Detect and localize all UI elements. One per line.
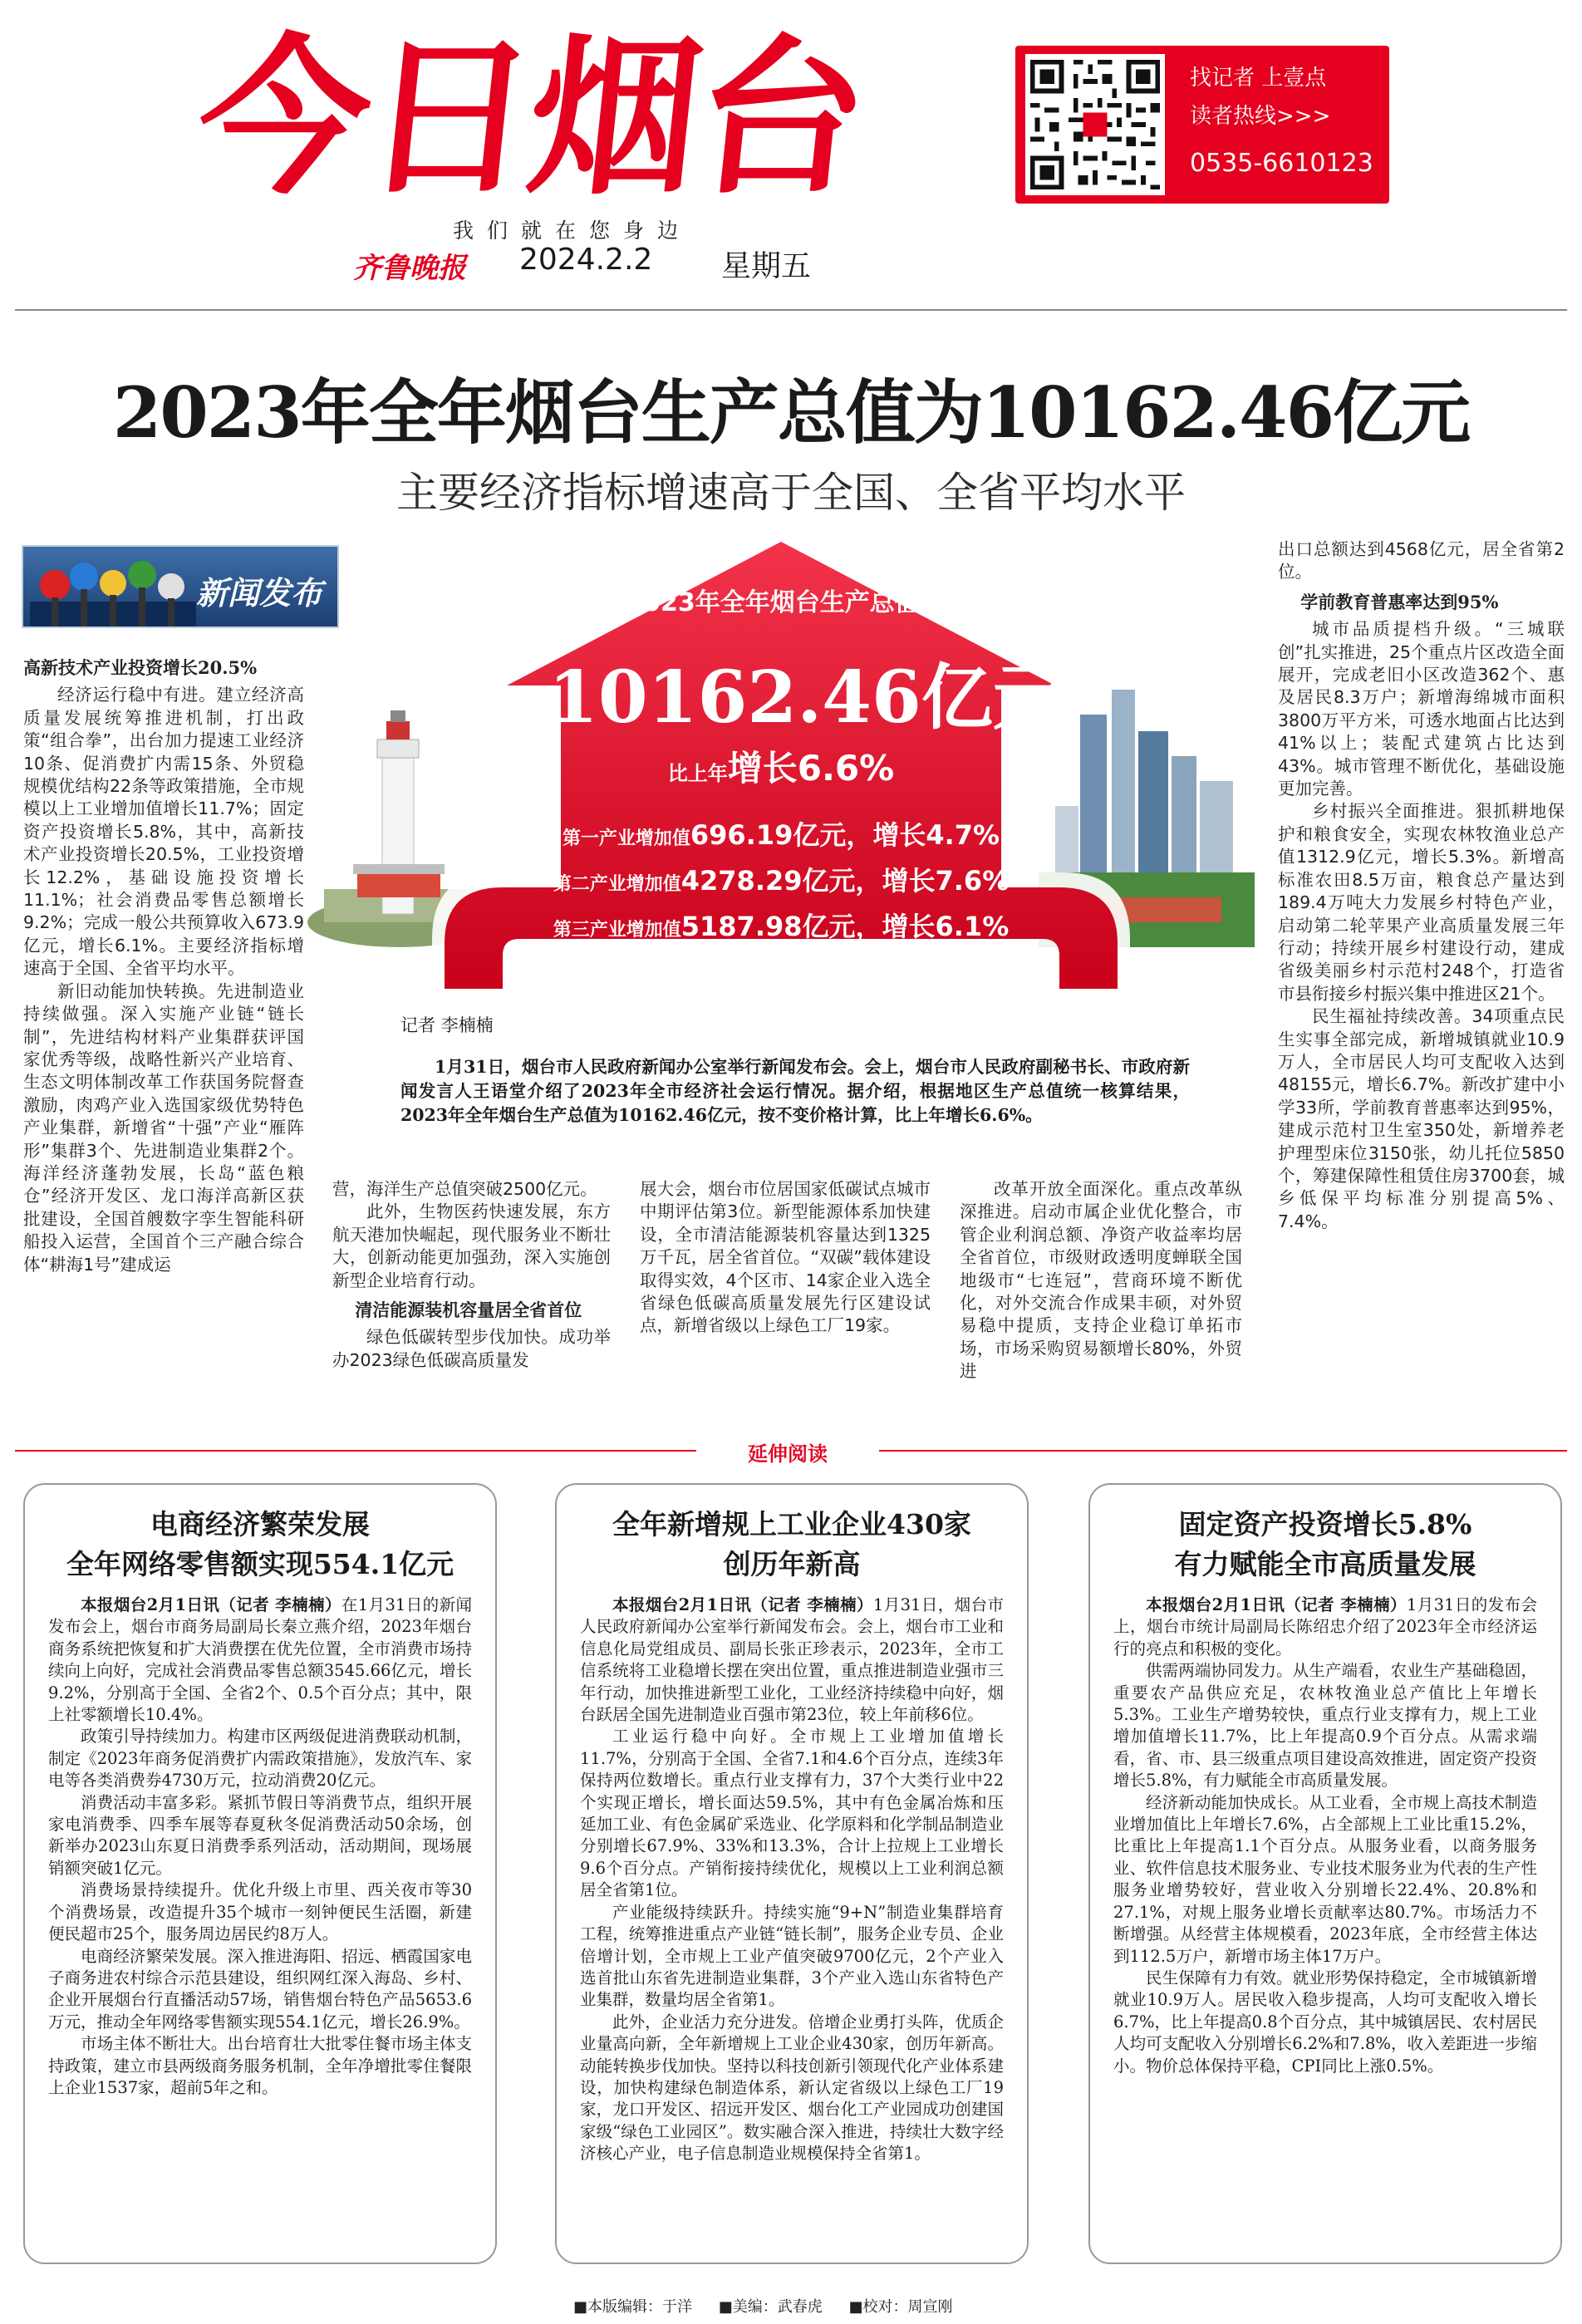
box-body [1113, 1594, 1537, 2077]
publication-weekday: 星期五 [721, 249, 812, 283]
article-paragraph: 此外，生物医药快速发展，东方航天港加快崛起，现代服务业不断壮大，创新动能更加强劲，深入实施创新型企业培育行动。 [332, 1201, 611, 1290]
article-paragraph: 民生福祉持续改善。34项重点民生实事全部完成，新增城镇就业10.9万人，全市居民人均可支配收入达到48155元，增长6.7%。新改扩建中小学33所，学前教育普惠率达到95%，建成示范村卫生室350处，新增养老护理型床位3150张，幼儿托位5850个，筹建保障性租赁住房3700套，城乡低保平均标准分别提高5%、7.4%。 [1278, 1006, 1565, 1231]
article-paragraph: 乡村振兴全面推进。狠抓耕地保护和粮食安全，实现农林牧渔业总产值1312.9亿元，增长5.3%。新增高标准农田8.5万亩，粮食总产量达到189.4万吨大力发展乡村特色产业，启动第二轮苹果产业高质量发展三年行动；持续开展乡村建设行动，建成省级美丽乡村示范村248个，打造省市县衔接乡村振兴集中推进区21个。 [1278, 801, 1565, 1004]
article-paragraph: 消费活动丰富多彩。紧抓节假日等消费节点，组织开展家电消费季、四季车展等春夏秋冬促消费活动50余场，创新举办2023山东夏日消费季系列活动，活动期间，现场展销额突破1亿元。 [48, 1792, 472, 1878]
article-paragraph: 消费场景持续提升。优化升级上市里、西关夜市等30个消费场景，改造提升35个城市一刻钟便民生活圈，新建便民超市25个，服务周边居民约8万人。 [48, 1880, 472, 1944]
article-mid-column-1 [332, 1178, 611, 1372]
footer-proofreader: ■校对：周宣刚 [848, 2298, 953, 2316]
article-paragraph: 展大会，烟台市位居国家低碳试点城市中期评估第3位。新型能源体系加快建设，全市清洁能源装机容量达到1325万千瓦，居全省首位。“双碳”载体建设取得实效，4个区市、14家企业入选全省绿色低碳高质量发展先行区建设试点，新增省级以上绿色工厂19家。 [640, 1179, 931, 1336]
sector-value: 696.19亿元，增长4.7% [690, 819, 1000, 851]
growth-value: 增长6.6% [727, 748, 895, 789]
article-paragraph: 新旧动能加快转换。先进制造业持续做强。深入实施产业链“链长制”，先进结构材料产业集群获评国家优秀等级，战略性新兴产业培育、生态文明体制改革工作获国务院督查激励，肉鸡产业入选国家级优势特色产业集群，新增省“十强”产业“雁阵形”集群3个、先进制造业集群2个。海洋经济蓬勃发展，长岛“蓝色粮仓”经济开发区、龙口海洋高新区获批建设，全国首艘数字孪生智能科研船投入运营，全国首个三产融合综合体“耕海1号”建成运 [23, 980, 304, 1275]
qr-code-icon[interactable] [1025, 54, 1165, 195]
gdp-infographic [307, 507, 1255, 989]
hotline-line1: 找记者 上壹点 [1190, 66, 1327, 91]
news-release-label: 新闻发布 [195, 575, 322, 612]
box-title-line2: 创历年新高 [723, 1548, 861, 1580]
infographic-total-gdp: 10162.46亿元 [548, 656, 1064, 739]
box-title-line2: 有力赋能全市高质量发展 [1174, 1548, 1476, 1580]
box-title-line2: 全年网络零售额实现554.1亿元 [66, 1548, 454, 1580]
masthead-divider [15, 309, 1567, 311]
article-lead [400, 1055, 1190, 1128]
box-title-line1: 全年新增规上工业企业430家 [612, 1508, 971, 1540]
infographic-growth [548, 741, 1014, 791]
reporter-byline: 记者 李楠楠 [400, 1015, 494, 1035]
article-paragraph: 经济运行稳中有进。建立经济高质量发展统筹推进机制，打出政策“组合拳”，出台加力提速工业经济10条、促消费扩内需15条、外贸稳规模优结构22条等政策措施，全市规模以上工业增加值增长11.7%；固定资产投资增长5.8%，其中，高新技术产业投资增长20.5%，工业投资增长12.2%，基础设施投资增长11.1%；社会消费品零售总额增长9.2%；完成一般公共预算收入673.9亿元，增长6.1%。主要经济指标增速高于全国、全省平均水平。 [23, 685, 304, 979]
box-body [580, 1594, 1004, 2165]
article-paragraph: 1月31日，烟台市人民政府新闻办公室举行新闻发布会。会上，烟台市工业和信息化局党组成员、副局长张正珍表示，2023年，全市工信系统将工业稳增长摆在突出位置，重点推进制造业强市三年行动，加快推进新型工业化，工业经济持续稳中向好，烟台跃居全国先进制造业百强市第23位，较上年前移6位。 [580, 1595, 1004, 1725]
dateline: 本报烟台2月1日讯（记者 李楠楠） [1146, 1595, 1407, 1614]
article-mid-column-2 [640, 1178, 931, 1338]
dateline: 本报烟台2月1日讯（记者 李楠楠） [612, 1595, 873, 1614]
article-paragraph: 此外，企业活力充分进发。倍增企业勇打头阵，优质企业量高向新，全年新增规上工业企业430家，创历年新高。动能转换步伐加快。坚持以科技创新引领现代化产业体系建设，加快构建绿色制造体系，新认定省级以上绿色工厂19家，龙口开发区、招远开发区、烟台化工产业园成功创建国家级“绿色工业园区”。数实融合深入推进，持续壮大数字经济核心产业，电子信息制造业规模保持全省第1。 [580, 2012, 1004, 2164]
reader-hotline-box [1015, 46, 1389, 204]
article-paragraph: 出口总额达到4568亿元，居全省第2位。 [1278, 539, 1565, 582]
article-paragraph: 工业运行稳中向好。全市规上工业增加值增长11.7%，分别高于全国、全省7.1和4.6个百分点，连续3年保持两位数增长。重点行业支撑有力，37个大类行业中22个实现正增长，增长面达59.5%，其中有色金属冶炼和压延加工业、有色金属矿采选业、化学原料和化学制品制造业分别增长67.9%、33%和13.3%，合计上拉规上工业增长9.6个百分点。产销衔接持续优化，规模以上工业利润总额居全省第1位。 [580, 1727, 1004, 1900]
article-right-column [1278, 538, 1565, 1233]
footer-editor: ■本版编辑：于洋 [573, 2298, 693, 2316]
publication-date: 2024.2.2 [519, 243, 653, 277]
sector-label: 第三产业增加值 [553, 920, 681, 941]
microphones-icon [30, 552, 196, 626]
box-body [48, 1594, 472, 2099]
article-paragraph: 产业能级持续跃升。持续实施“9+N”制造业集群培育工程，统筹推进重点产业链“链长制”，服务企业专员、企业倍增计划，全市规上工业产值突破9700亿元，2个产业入选首批山东省先进制造业集群，3个产业入选山东省特色产业集群，数量均居全省第1。 [580, 1902, 1004, 2010]
growth-prefix: 比上年 [667, 762, 728, 785]
hotline-phone: 0535-6610123 [1190, 149, 1373, 178]
article-mid-column-3 [960, 1178, 1242, 1383]
article-paragraph: 经济新动能加快成长。从工业看，全市规上高技术制造业增加值比上年增长7.6%，占全部规上工业比重15.2%，比重比上年提高1.1个百分点。从服务业看，以商务服务业、软件信息技术服务业、专业技术服务业为代表的生产性服务业增势较好，营业收入分别增长22.4%、20.8%和27.1%，对规上服务业增长贡献率达80.7%。市场活力不断增强。从经营主体规模看，2023年底，全市经营主体达到112.5万户，新增市场主体17万户。 [1113, 1792, 1537, 1966]
article-paragraph: 民生保障有力有效。就业形势保持稳定，全市城镇新增就业10.9万人。居民收入稳步提高，人均可支配收入增长6.7%，比上年提高0.8个百分点，其中城镇居民、农村居民人均可支配收入分别增长6.2%和7.8%，收入差距进一步缩小。物价总体保持平稳，CPI同比上涨0.5%。 [1113, 1968, 1537, 2076]
headline: 2023年全年烟台生产总值为10162.46亿元 [112, 371, 1470, 454]
article-paragraph: 城市品质提档升级。“三城联创”扎实推进，25个重点片区改造全面展开，完成老旧小区改造362个、惠及居民8.3万户；新增海绵城市面积3800万平方米，可透水地面占比达到41%以上；装配式建筑占比达到43%。城市管理不断优化，基础设施更加完善。 [1278, 619, 1565, 799]
article-left-column [23, 650, 304, 1276]
dateline: 本报烟台2月1日讯（记者 李楠楠） [81, 1595, 341, 1614]
article-paragraph: 电商经济繁荣发展。深入推进海阳、招远、栖霞国家电子商务进农村综合示范县建设，组织网红深入海岛、乡村、企业开展烟台行直播活动57场，销售烟台特色产品5653.6万元，推动全年网络零售额实现554.1亿元，增长26.9%。 [48, 1946, 472, 2032]
news-release-badge [22, 545, 339, 628]
lead-paragraph: 1月31日，烟台市人民政府新闻办公室举行新闻发布会。会上，烟台市人民政府副秘书长、市政府新闻发言人王语堂介绍了2023年全市经济社会运行情况。据介绍，根据地区生产总值统一核算结果，2023年全年烟台生产总值为10162.46亿元，按不变价格计算，比上年增长6.6%。 [400, 1057, 1190, 1125]
article-paragraph: 绿色低碳转型步伐加快。成功举办2023绿色低碳高质量发 [332, 1327, 611, 1370]
sector-value: 5187.98亿元，增长6.1% [680, 911, 1010, 942]
sector-label: 第二产业增加值 [553, 874, 681, 895]
infographic-sector-secondary [519, 860, 1043, 898]
page-footer [573, 2295, 975, 2317]
section-heading: 学前教育普惠率达到95% [1300, 591, 1499, 612]
infographic-sector-primary [519, 814, 1043, 852]
article-paragraph: 供需两端协同发力。从生产端看，农业生产基础稳固，重要农产品供应充足，农林牧渔业总产值比上年增长5.3%。工业生产增势较快，重点行业支撑有力，规上工业增加值增长11.7%，比上年提高0.9个百分点。从需求端看，省、市、县三级重点项目建设高效推进，固定资产投资增长5.8%，有力赋能全市高质量发展。 [1113, 1661, 1537, 1791]
infographic-title: 2023年全年烟台生产总值 [626, 588, 920, 617]
hotline-line2: 读者热线>>> [1190, 104, 1331, 129]
infographic-sector-tertiary [519, 906, 1043, 944]
paper-name: 齐鲁晚报 [353, 252, 466, 285]
article-box-investment [1088, 1483, 1562, 2264]
article-box-ecommerce [23, 1483, 497, 2264]
sector-value: 4278.29亿元，增长7.6% [680, 865, 1010, 897]
box-title-line1: 电商经济繁荣发展 [150, 1508, 370, 1540]
section-heading: 高新技术产业投资增长20.5% [23, 657, 258, 678]
article-paragraph: 政策引导持续加力。构建市区两级促进消费联动机制，制定《2023年商务促消费扩内需政策措施》，发放汽车、家电等各类消费券4730万元，拉动消费20亿元。 [48, 1727, 472, 1791]
slogan: 我们就在您身边 [453, 219, 692, 243]
article-paragraph: 营，海洋生产总值突破2500亿元。 [332, 1179, 597, 1199]
section-heading: 清洁能源装机容量居全省首位 [355, 1300, 582, 1321]
footer-art-editor: ■美编：武春虎 [718, 2298, 823, 2316]
masthead-logo: 今日烟台 [189, 20, 872, 218]
sector-label: 第一产业增加值 [562, 828, 690, 849]
article-box-industry [555, 1483, 1029, 2264]
article-paragraph: 1月31日的发布会上，烟台市统计局副局长陈绍忠介绍了2023年全市经济运行的亮点和积极的变化。 [1113, 1595, 1537, 1658]
article-paragraph: 市场主体不断壮大。出台培育壮大批零住餐市场主体支持政策，建立市县两级商务服务机制，全年净增批零住餐限上企业1537家，超前5年之和。 [48, 2034, 472, 2097]
box-title-line1: 固定资产投资增长5.8% [1178, 1508, 1472, 1540]
subheadline: 主要经济指标增速高于全国、全省平均水平 [396, 469, 1186, 517]
article-paragraph: 在1月31日的新闻发布会上，烟台市商务局副局长秦立燕介绍，2023年烟台商务系统把恢复和扩大消费摆在优先位置，全市消费市场持续向上向好，完成社会消费品零售总额3545.66亿元，增长9.2%，分别高于全国、全省2个、0.5个百分点；其中，限上社零额增长10.4%。 [48, 1595, 472, 1725]
article-paragraph: 改革开放全面深化。重点改革纵深推进。启动市属企业优化整合，市管企业利润总额、净资产收益率均居全省首位，市级财政透明度蝉联全国地级市“七连冠”，营商环境不断优化，对外交流合作成果丰硕，对外贸易稳中提质，支持企业稳订单拓市场，市场采购贸易额增长80%，外贸进 [960, 1179, 1242, 1382]
extended-reading-label: 延伸阅读 [696, 1437, 879, 1464]
